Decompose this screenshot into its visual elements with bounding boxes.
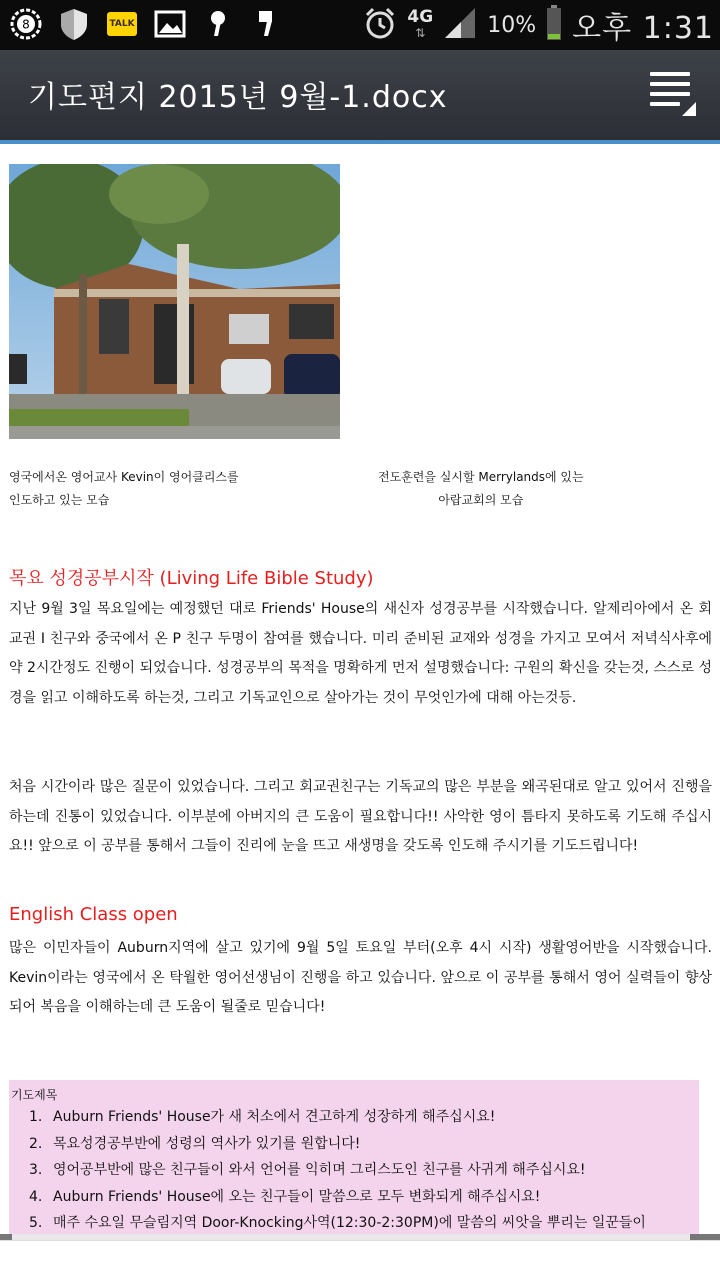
kakaotalk-icon: TALK <box>104 6 140 42</box>
signal-icon <box>443 6 477 44</box>
status-bar-system <box>363 6 714 44</box>
quote-icon <box>248 6 284 42</box>
quote-icon <box>200 6 236 42</box>
shield-icon <box>56 6 92 42</box>
document-title: 기도편지 2015년 9월-1.docx <box>28 80 448 115</box>
prayer-requests-box <box>9 1080 699 1234</box>
bottom-bar <box>0 1240 720 1281</box>
caption-right: 전도훈련을 실시할 Merrylands에 있는 아랍교회의 모습 <box>378 470 584 507</box>
4g-data-icon: 4G ⇅ <box>407 7 434 40</box>
prayer-list <box>29 1104 646 1234</box>
status-bar-notifications <box>8 6 284 42</box>
prayer-item: 1. Auburn Friends' House가 새 처소에서 견고하게 성장하게 해주십시요! <box>29 1109 496 1125</box>
section-heading-bible-study: 목요 성경공부시작 (Living Life Bible Study) <box>9 568 374 589</box>
prayer-item: 2. 목요성경공부반에 성령의 역사가 있기를 원합니다! <box>29 1135 361 1152</box>
menu-button[interactable] <box>648 70 698 120</box>
prayer-item: 3. 영어공부반에 많은 친구들이 와서 언어를 익히며 그리스도인 친구를 사귀게 해주십시요! <box>29 1162 586 1178</box>
section-heading-english-class: English Class open <box>9 904 178 925</box>
paragraph-english-class: 많은 이민자들이 Auburn지역에 살고 있기에 9월 5일 토요일 부터(오후 4시 시작) 생활영어반을 시작했습니다. Kevin이라는 영국에서 온 탁월한 영어선생님이 진행을 하고 있습니다. 앞으로 이 공부를 통해서 영어 실력들이 향상되어 복음을 이해하는데 큰 도움이 될줄로 믿습니다! <box>9 940 712 1015</box>
prayer-item: 4. Auburn Friends' House에 오는 친구들이 말씀으로 모두 변화되게 해주십시요! <box>29 1188 541 1205</box>
document-viewer[interactable] <box>0 144 720 1234</box>
prayer-title: 기도제목 <box>11 1088 58 1102</box>
battery-icon <box>546 5 562 45</box>
clock: 오후 1:31 <box>572 11 714 46</box>
title-bar <box>0 50 720 140</box>
prayer-item: 5. 매주 수요일 무슬림지역 Door-Knocking사역(12:30-2:30PM)에 말씀의 씨앗을 뿌리는 일꾼들이 <box>29 1215 646 1231</box>
status-bar <box>0 0 720 50</box>
church-photo <box>9 164 340 439</box>
paragraph-bible-study-2: 처음 시간이라 많은 질문이 있었습니다. 그리고 회교권친구는 기독교의 많은 부분을 왜곡된대로 알고 있어서 진행을 하는데 진통이 있었습니다. 이부분에 아버지의 큰 도움이 필요합니다!! 사악한 영이 틈타지 못하도록 기도해 주십시요!! 앞으로 이 공부를 통해서 그들이 진리에 눈을 뜨고 새생명을 갖도록 인도해 주시기를 기도드립니다! <box>9 779 712 854</box>
notification-8-icon <box>8 6 44 42</box>
caption-left: 영국에서온 영어교사 Kevin이 영어클리스를 인도하고 있는 모습 <box>9 470 239 507</box>
paragraph-bible-study-1: 지난 9월 3일 목요일에는 예정했던 대로 Friends' House의 새신자 성경공부를 시작했습니다. 알제리아에서 온 회교권 I 친구와 중국에서 온 P 친구 두명이 참여를 했습니다. 미리 준비된 교재와 성경을 가지고 모여서 저녁식사후에 약 2시간정도 진행이 되었습니다. 성경공부의 목적을 명확하게 먼저 설명했습니다: 구원의 확신을 갖는것, 스스로 성경을 읽고 이해하도록 하는것, 그리고 기독교인으로 살아가는 것이 무엇인가에 대해 아는것등. <box>9 601 712 706</box>
alarm-icon <box>363 6 397 44</box>
battery-percent: 10% <box>487 12 537 38</box>
svg-text:8: 8 <box>22 17 30 32</box>
image-icon <box>152 6 188 42</box>
